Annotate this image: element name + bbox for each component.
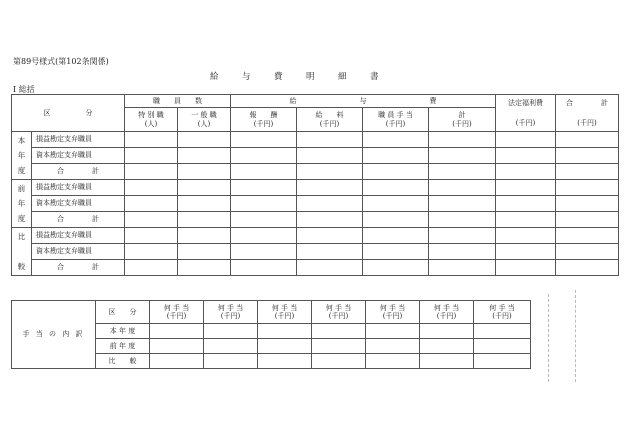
cell[interactable]: [420, 324, 474, 339]
row-label-total: 合 計: [32, 164, 125, 180]
group-label-char: 比: [17, 232, 26, 241]
cell[interactable]: [178, 148, 231, 164]
allowance-column-unit: (千円): [436, 312, 457, 320]
subtotal-header: [429, 108, 496, 132]
cell[interactable]: [429, 180, 496, 196]
cell[interactable]: [125, 148, 178, 164]
group-label-comparison: [12, 228, 32, 276]
row-label-total: 合 計: [32, 260, 125, 276]
cell[interactable]: [178, 212, 231, 228]
cell[interactable]: [420, 339, 474, 354]
cell[interactable]: [496, 212, 556, 228]
cell[interactable]: [150, 324, 204, 339]
remuneration-unit: (千円): [253, 119, 274, 128]
allowance-column-unit: (千円): [382, 312, 403, 320]
cell[interactable]: [178, 164, 231, 180]
allowance-kubun-header: 区 分: [96, 301, 150, 324]
cell[interactable]: [429, 260, 496, 276]
cell[interactable]: [496, 132, 556, 148]
cell[interactable]: [297, 260, 363, 276]
cell[interactable]: [178, 196, 231, 212]
cell[interactable]: [363, 180, 429, 196]
cell[interactable]: [429, 132, 496, 148]
cell[interactable]: [231, 260, 297, 276]
welfare-label: 法定福利費: [508, 99, 543, 108]
welfare-unit: (千円): [515, 118, 536, 127]
allowance-unit: (千円): [385, 119, 406, 128]
row-label: 損益勘定支弁職員: [32, 228, 125, 244]
cell[interactable]: [556, 148, 619, 164]
cell[interactable]: [297, 180, 363, 196]
continuation-dashed-line: [575, 290, 576, 382]
group-label-char: 年: [17, 199, 26, 208]
cell[interactable]: [429, 148, 496, 164]
allowance-column-unit: (千円): [166, 312, 187, 320]
group-label-char: 前: [17, 184, 26, 193]
allowance-column-unit: (千円): [220, 312, 241, 320]
allowance-column-title: 何 手 当: [163, 303, 190, 312]
cell[interactable]: [297, 148, 363, 164]
total-label: 合 計: [566, 99, 608, 108]
general-staff-header: [178, 108, 231, 132]
total-unit: (千円): [577, 118, 597, 127]
section-heading: Ⅰ 総括: [13, 85, 35, 94]
cell[interactable]: [297, 132, 363, 148]
allowance-column-header: [204, 301, 258, 324]
cell[interactable]: [204, 354, 258, 369]
cell[interactable]: [366, 339, 420, 354]
cell[interactable]: [297, 228, 363, 244]
pay-label: 給 料: [315, 111, 344, 120]
allowance-column-header: [420, 301, 474, 324]
special-label: 特 別 職: [138, 111, 164, 120]
allowance-column-title: 何 手 当: [271, 303, 298, 312]
allowance-column-title: 何 手 当: [489, 303, 515, 312]
pay-unit: (千円): [319, 119, 340, 128]
cell[interactable]: [258, 324, 312, 339]
allowance-row-label: 比 較: [96, 354, 150, 369]
cell[interactable]: [178, 132, 231, 148]
cell[interactable]: [297, 244, 363, 260]
cell[interactable]: [125, 212, 178, 228]
cell[interactable]: [231, 180, 297, 196]
cell[interactable]: [363, 148, 429, 164]
cell[interactable]: [231, 132, 297, 148]
row-label-total: 合 計: [32, 212, 125, 228]
allowance-column-unit: (千円): [492, 312, 512, 320]
cell[interactable]: [297, 164, 363, 180]
row-label: 資本勘定支弁職員: [32, 196, 125, 212]
cell[interactable]: [363, 244, 429, 260]
title-char: 与: [242, 72, 251, 82]
cell[interactable]: [363, 260, 429, 276]
cell[interactable]: [496, 196, 556, 212]
group-label-spacer: [12, 244, 31, 259]
cell[interactable]: [474, 339, 531, 354]
special-unit: (人): [144, 119, 158, 128]
cell[interactable]: [231, 164, 297, 180]
cell[interactable]: [474, 354, 531, 369]
group-label-char: 度: [17, 214, 26, 223]
allowance-column-title: 何 手 当: [379, 303, 406, 312]
remuneration-header: [231, 108, 297, 132]
cell[interactable]: [363, 196, 429, 212]
cell[interactable]: [178, 244, 231, 260]
cell[interactable]: [556, 196, 619, 212]
allowance-column-title: 何 手 当: [217, 303, 244, 312]
total-header: [556, 95, 619, 132]
group-label-current-year: [12, 132, 32, 180]
cell[interactable]: [363, 132, 429, 148]
cell[interactable]: [556, 164, 619, 180]
cell[interactable]: [125, 228, 178, 244]
continuation-dashed-line: [548, 294, 549, 382]
title-char: 細: [338, 72, 347, 82]
allowance-breakdown-table: [11, 300, 531, 369]
allowance-row-label: 前 年 度: [96, 339, 150, 354]
allowance-column-unit: (千円): [274, 312, 295, 320]
cell[interactable]: [231, 196, 297, 212]
cell[interactable]: [204, 339, 258, 354]
allowance-column-header: [366, 301, 420, 324]
cell[interactable]: [125, 196, 178, 212]
allowance-column-title: 何 手 当: [325, 303, 352, 312]
cell[interactable]: [178, 180, 231, 196]
kubun-header: 区 分: [12, 95, 125, 132]
row-label: 損益勘定支弁職員: [32, 132, 125, 148]
cell[interactable]: [297, 212, 363, 228]
cell[interactable]: [150, 339, 204, 354]
general-unit: (人): [197, 119, 211, 128]
cell[interactable]: [312, 354, 366, 369]
cell[interactable]: [496, 228, 556, 244]
cell[interactable]: [366, 354, 420, 369]
cell[interactable]: [429, 196, 496, 212]
cell[interactable]: [125, 260, 178, 276]
cell[interactable]: [429, 212, 496, 228]
cell[interactable]: [258, 354, 312, 369]
allowance-column-title: 何 手 当: [433, 303, 460, 312]
cell[interactable]: [496, 164, 556, 180]
cell[interactable]: [312, 339, 366, 354]
cell[interactable]: [363, 228, 429, 244]
form-number: 第89号様式(第102条関係): [13, 57, 109, 66]
allowance-header: [363, 108, 429, 132]
cell[interactable]: [429, 244, 496, 260]
cell[interactable]: [125, 244, 178, 260]
group-label-char: 較: [17, 262, 26, 271]
cell[interactable]: [125, 180, 178, 196]
cell[interactable]: [150, 354, 204, 369]
cell[interactable]: [556, 260, 619, 276]
welfare-header: [496, 95, 556, 132]
title-char: 書: [370, 72, 379, 82]
allowance-row-label: 本 年 度: [96, 324, 150, 339]
cell[interactable]: [363, 164, 429, 180]
cell[interactable]: [496, 180, 556, 196]
cell[interactable]: [429, 228, 496, 244]
allowance-label: 職 員 手 当: [378, 111, 413, 120]
row-label: 資本勘定支弁職員: [32, 244, 125, 260]
staff-count-header: 職 員 数: [125, 95, 231, 108]
salary-header: 給 与 費: [231, 95, 496, 108]
cell[interactable]: [556, 212, 619, 228]
cell[interactable]: [125, 164, 178, 180]
cell[interactable]: [231, 148, 297, 164]
cell[interactable]: [496, 244, 556, 260]
cell[interactable]: [258, 339, 312, 354]
cell[interactable]: [556, 180, 619, 196]
title-char: 費: [274, 72, 283, 82]
pay-header: [297, 108, 363, 132]
allowance-column-header: [474, 301, 531, 324]
row-label: 資本勘定支弁職員: [32, 148, 125, 164]
subtotal-label: 計: [458, 111, 466, 120]
allowance-column-unit: (千円): [328, 312, 349, 320]
summary-table: [11, 94, 619, 276]
group-label-previous-year: [12, 180, 32, 228]
group-label-char: 本: [17, 136, 26, 145]
cell[interactable]: [420, 354, 474, 369]
special-staff-header: [125, 108, 178, 132]
cell[interactable]: [178, 260, 231, 276]
cell[interactable]: [363, 212, 429, 228]
cell[interactable]: [496, 148, 556, 164]
allowance-column-header: [150, 301, 204, 324]
title-char: 給: [210, 72, 219, 82]
cell[interactable]: [474, 324, 531, 339]
cell[interactable]: [556, 244, 619, 260]
cell[interactable]: [496, 260, 556, 276]
cell[interactable]: [231, 244, 297, 260]
general-label: 一 般 職: [191, 111, 217, 120]
cell[interactable]: [204, 324, 258, 339]
allowance-column-header: [312, 301, 366, 324]
cell[interactable]: [556, 228, 619, 244]
title-char: 明: [306, 72, 315, 82]
allowance-column-header: [258, 301, 312, 324]
cell[interactable]: [556, 132, 619, 148]
remuneration-label: 報 酬: [249, 111, 278, 120]
document-title: [210, 70, 402, 82]
cell[interactable]: [297, 196, 363, 212]
row-label: 損益勘定支弁職員: [32, 180, 125, 196]
allowance-breakdown-label: 手 当 の 内 訳: [12, 301, 96, 369]
cell[interactable]: [366, 324, 420, 339]
cell[interactable]: [231, 212, 297, 228]
group-label-char: 度: [17, 166, 26, 175]
cell[interactable]: [312, 324, 366, 339]
cell[interactable]: [231, 228, 297, 244]
cell[interactable]: [429, 164, 496, 180]
cell[interactable]: [125, 132, 178, 148]
cell[interactable]: [178, 228, 231, 244]
subtotal-unit: (千円): [452, 119, 472, 128]
group-label-char: 年: [17, 151, 26, 160]
